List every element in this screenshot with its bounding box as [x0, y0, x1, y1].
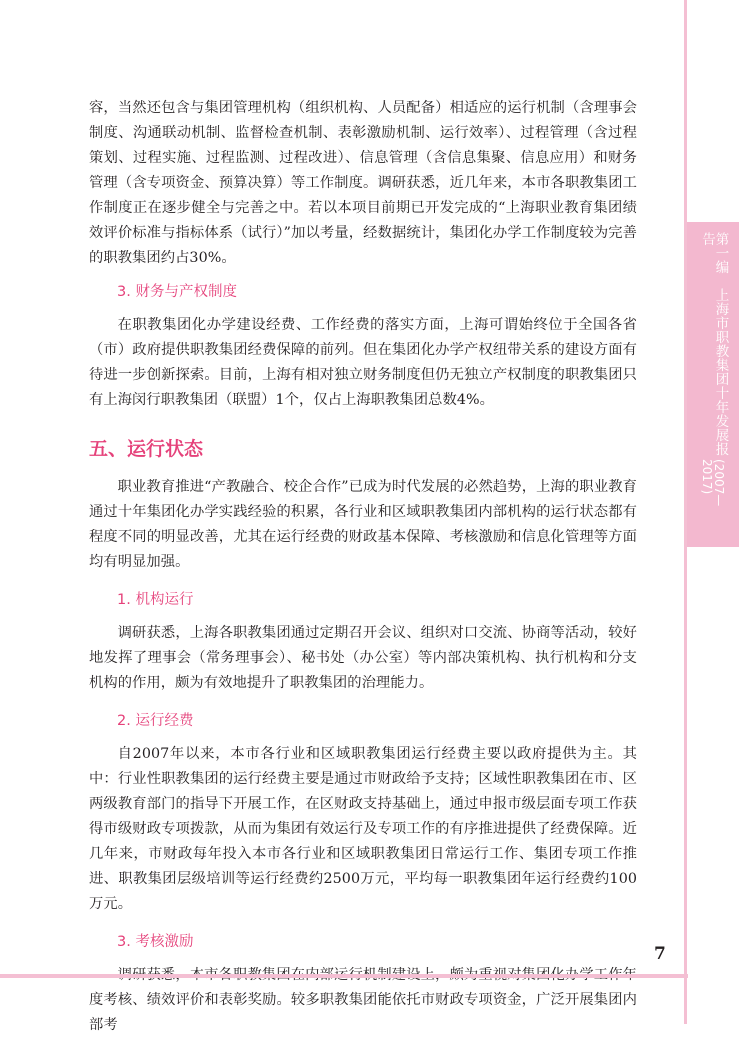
- chapter-side-tab-text: [687, 232, 739, 537]
- chapter-title: 第一编 上海市职教集团十年发展报告: [699, 232, 729, 456]
- section-heading-5: 五、运行状态: [89, 438, 204, 460]
- subheading-funds: 2. 运行经费: [117, 713, 194, 729]
- page-number: 7: [654, 944, 666, 964]
- bottom-rule: [0, 974, 688, 978]
- paragraph-4: 调研获悉，上海各职教集团通过定期召开会议、组织对口交流、协商等活动，较好地发挥了理事会（常务理事会）、秘书处（办公室）等内部决策机构、执行机构和分支机构的作用，颇为有效地提升了职教集团的治理能力。: [89, 625, 637, 691]
- chapter-years: (2007—2017): [700, 458, 726, 506]
- subheading-assess: 3. 考核激励: [117, 934, 194, 950]
- paragraph-3: 职业教育推进“产教融合、校企合作”已成为时代发展的必然趋势，上海的职业教育通过十年集团化办学实践经验的积累，各行业和区域职教集团内部机构的运行状态都有程度不同的明显改善，尤其在运行经费的财政基本保障、考核激励和信息化管理等方面均有明显加强。: [89, 479, 637, 570]
- paragraph-6: 度考核、绩效评价和表彰奖励。较多职教集团能依托市财政专项资金，广泛开展集团内部考: [89, 992, 637, 1033]
- subheading-org: 1. 机构运行: [117, 592, 194, 608]
- paragraph-2: 在职教集团化办学建设经费、工作经费的落实方面，上海可谓始终位于全国各省（市）政府提供职教集团经费保障的前列。但在集团化办学产权纽带关系的建设方面有待进一步创新探索。目前，上海有相对独立财务制度但仍无独立产权制度的职教集团只有上海闵行职教集团（联盟）1个，仅占上海职教集团总数4%。: [89, 317, 637, 408]
- page-body: [89, 96, 637, 1052]
- subheading-finance: 3. 财务与产权制度: [117, 284, 237, 300]
- paragraph-5: 自2007年以来，本市各行业和区域职教集团运行经费主要以政府提供为主。其中：行业性职教集团的运行经费主要是通过市财政给予支持；区域性职教集团在市、区两级教育部门的指导下开展工作，在区财政支持基础上，通过申报市级层面专项工作获得市级财政专项拨款，从而为集团有效运行及专项工作的有序推进提供了经费保障。近几年来，市财政每年投入本市各行业和区域职教集团日常运行工作、集团专项工作推进、职教集团层级培训等运行经费约2500万元，平均每一职教集团年运行经费约100万元。: [89, 746, 637, 912]
- paragraph-1: 容，当然还包含与集团管理机构（组织机构、人员配备）相适应的运行机制（含理事会制度、沟通联动机制、监督检查机制、表彰激励机制、运行效率）、过程管理（含过程策划、过程实施、过程监测、过程改进）、信息管理（含信息集聚、信息应用）和财务管理（含专项资金、预算决算）等工作制度。调研获悉，近几年来，本市各职教集团工作制度正在逐步健全与完善之中。若以本项目前期已开发完成的“上海职业教育集团绩效评价标准与指标体系（试行）”加以考量，经数据统计，集团化办学工作制度较为完善的职教集团约占30%。: [89, 100, 637, 266]
